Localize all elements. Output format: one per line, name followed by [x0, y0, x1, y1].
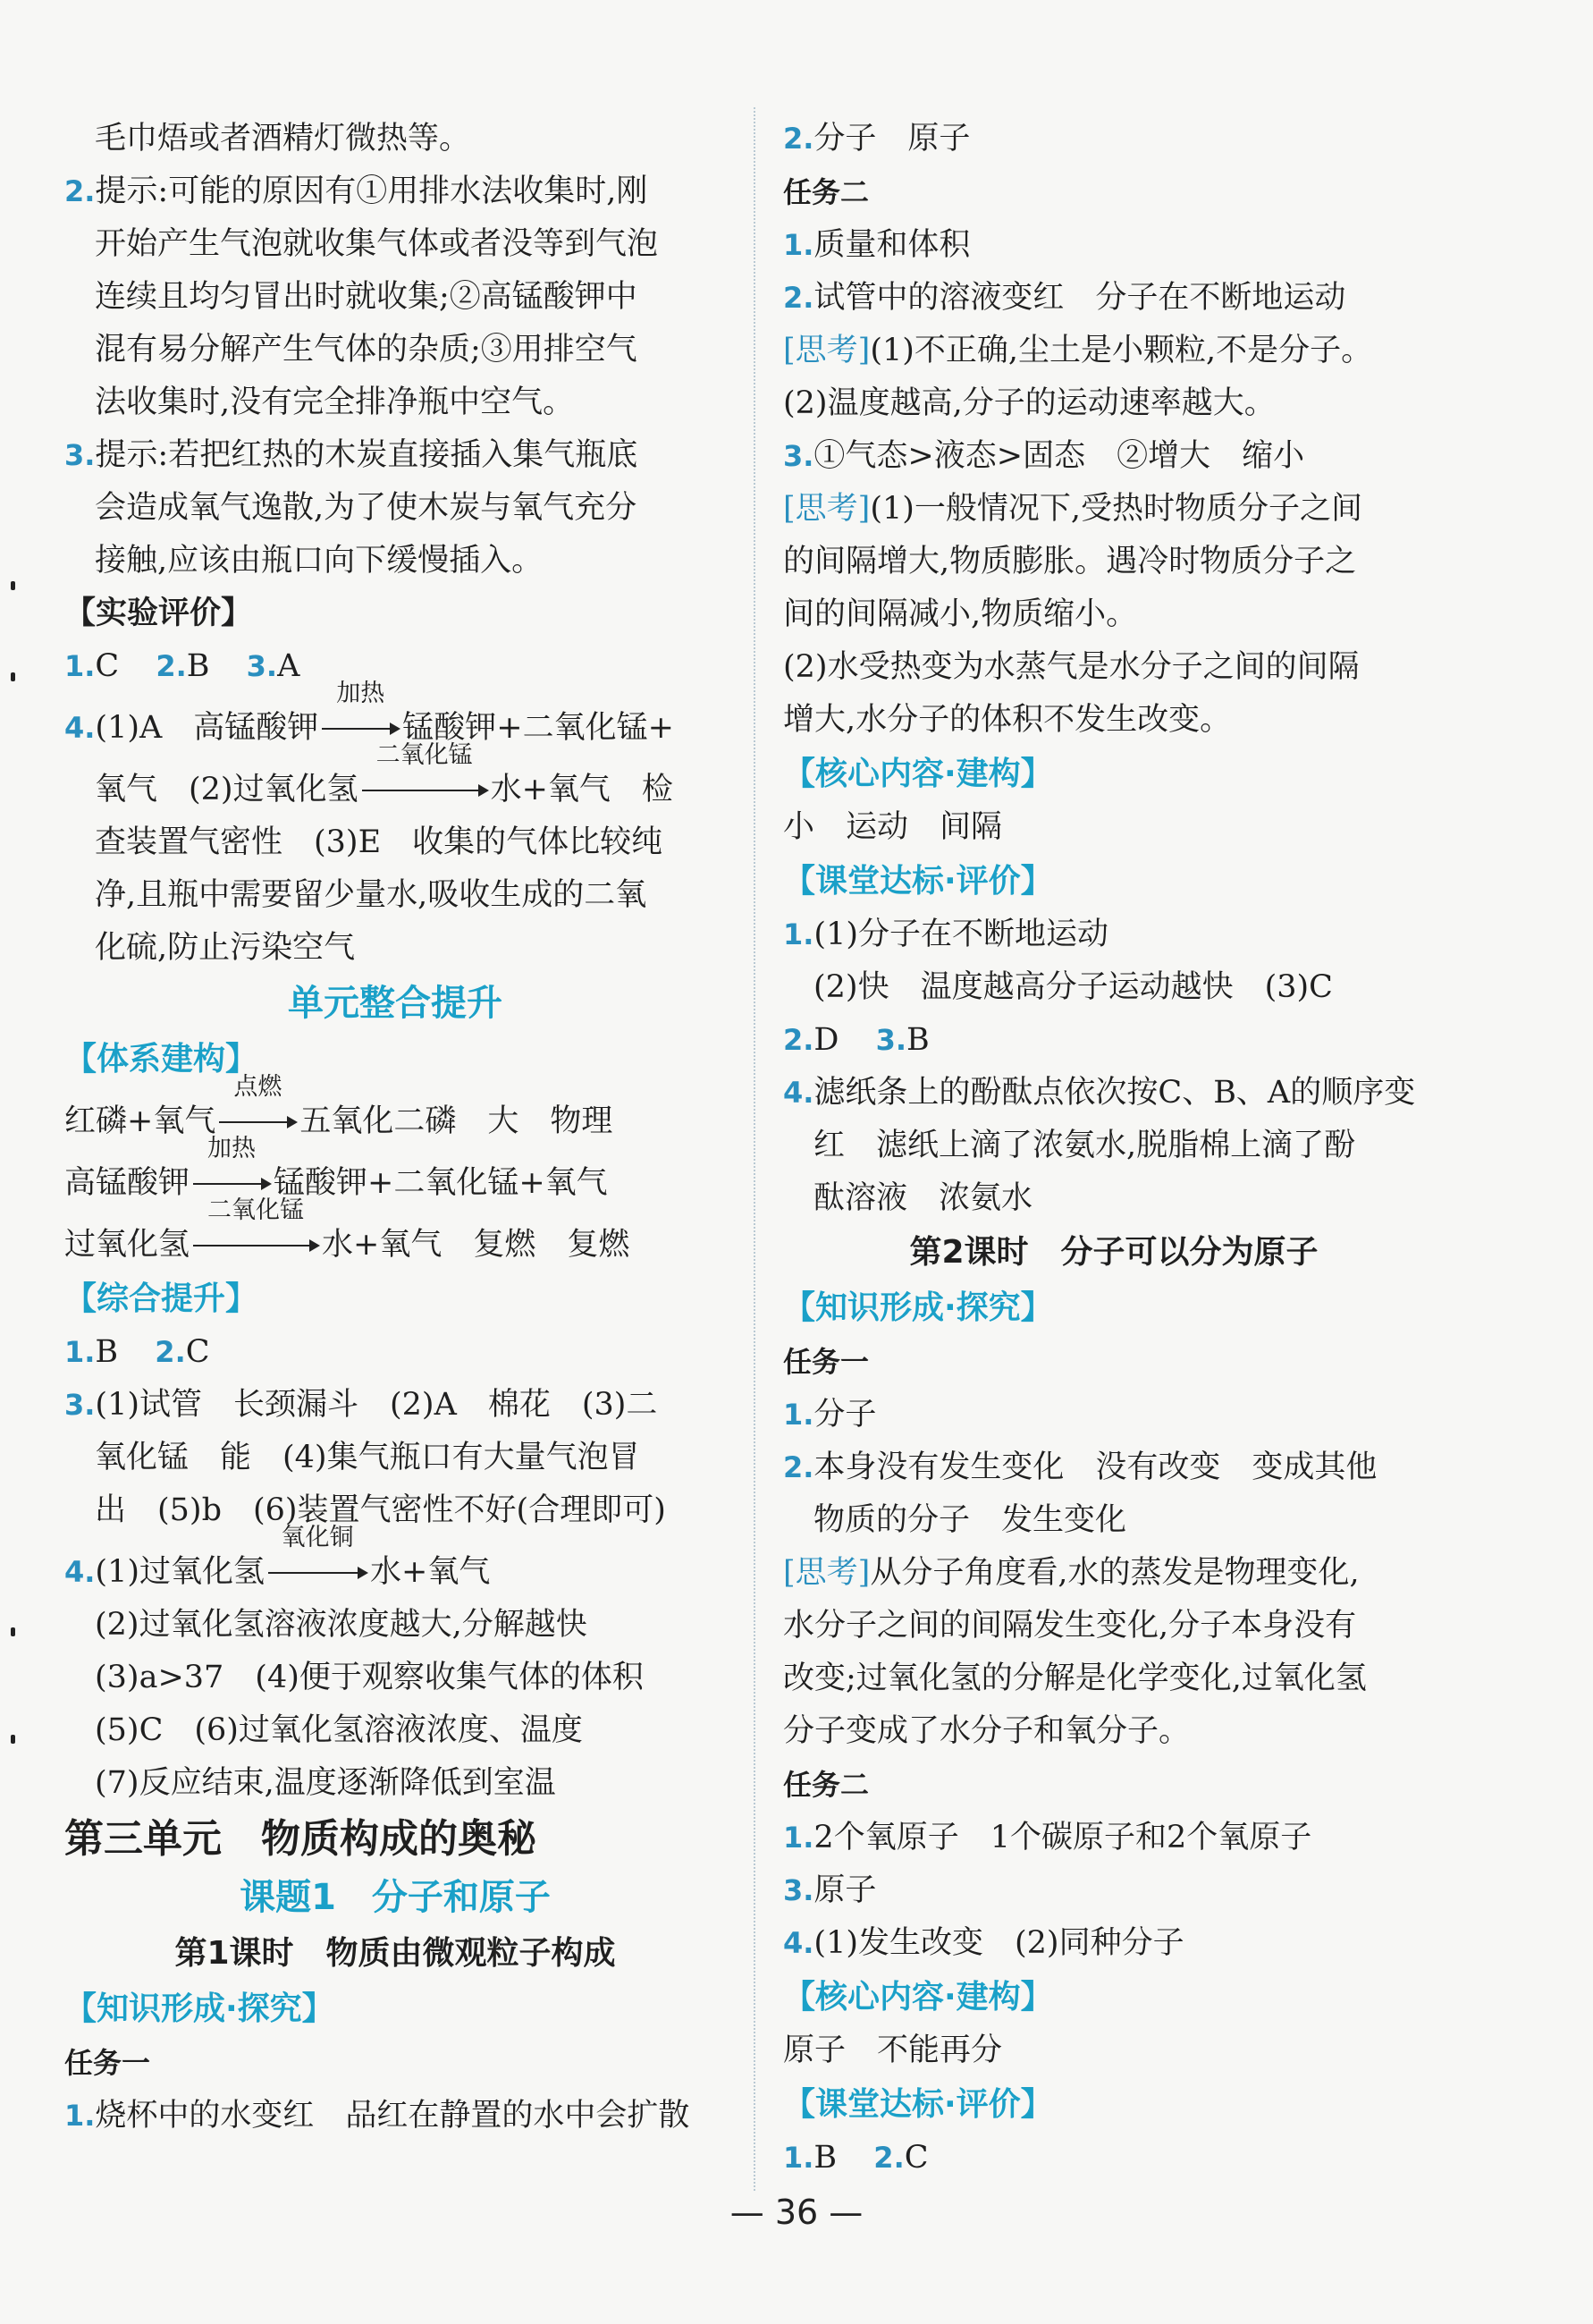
item-number: 3.: [64, 438, 96, 472]
text-line: 试管中的溶液变红 分子在不断地运动: [813, 280, 1346, 316]
item-number: 3.: [783, 439, 814, 473]
text-line: 接触,应该由瓶口向下缓慢插入。: [95, 543, 544, 579]
answer: C: [185, 1334, 210, 1370]
reactants: 红磷+氧气: [64, 1103, 216, 1139]
reaction-condition: 点燃: [233, 1073, 282, 1101]
item-number: 2.: [156, 649, 187, 683]
products: 锰酸钾+二氧化锰+氧气: [274, 1165, 608, 1201]
item-number: 3.: [64, 1388, 96, 1422]
text-line: 出 (5)b (6)装置气密性不好(合理即可): [95, 1492, 666, 1528]
item-number: 4.: [64, 1555, 96, 1589]
text-line: 水分子之间的间隔发生变化,分子本身没有: [783, 1608, 1357, 1644]
item-number: 3.: [875, 1023, 907, 1057]
text-line: ①气态>液态>固态 ②增大 缩小: [813, 438, 1305, 474]
reactants: (1)过氧化氢: [95, 1554, 265, 1590]
reaction-line: [64, 741, 726, 816]
item-number: 2.: [783, 1450, 814, 1484]
right-column: [783, 113, 1445, 2185]
text-line: 从分子角度看,水的蒸发是物理变化,: [870, 1555, 1360, 1591]
task-heading: 任务一: [64, 2046, 151, 2080]
task-heading: 任务一: [783, 1345, 870, 1379]
section-heading: 【知识形成·探究】: [783, 1289, 1053, 1326]
reaction-condition: 加热: [207, 1135, 257, 1162]
section-heading: 【知识形成·探究】: [64, 1990, 334, 2027]
task-heading: 任务二: [783, 175, 870, 209]
section-heading: 【课堂达标·评价】: [783, 863, 1053, 900]
text-line: 法收集时,没有完全排净瓶中空气。: [95, 385, 575, 420]
reaction-condition: 加热: [336, 680, 385, 707]
reaction-arrow: [362, 741, 487, 816]
text-line: 连续且均匀冒出时就收集;②高锰酸钾中: [95, 279, 637, 315]
section-heading: 【实验评价】: [64, 596, 253, 631]
text-line: 滤纸条上的酚酞点依次按C、B、A的顺序变: [813, 1075, 1416, 1111]
text-line: (1)分子在不断地运动: [813, 917, 1109, 952]
text-line: 间的间隔减小,物质缩小。: [783, 596, 1138, 632]
answer-line: 原子 不能再分: [783, 2032, 1003, 2068]
answer: B: [906, 1022, 930, 1058]
products: 五氧化二磷 大 物理: [299, 1103, 613, 1139]
answer: D: [813, 1022, 839, 1058]
item-number: 2.: [783, 1023, 814, 1057]
unit-title: 第三单元 物质构成的奥秘: [64, 1816, 536, 1862]
reaction-line: [64, 1135, 726, 1210]
item-number: 2.: [873, 2141, 905, 2175]
item-number: 2.: [783, 122, 814, 156]
think-tag: [思考]: [783, 491, 871, 527]
margin-mark: [11, 581, 15, 590]
text-line: 酞溶液 浓氨水: [813, 1180, 1033, 1216]
margin-mark: [11, 1735, 15, 1744]
text-line: 烧杯中的水变红 品红在静置的水中会扩散: [95, 2098, 690, 2134]
products: 锰酸钾+二氧化锰+: [402, 710, 674, 746]
reactants: (1)A 高锰酸钾: [95, 710, 319, 746]
text-line: 毛巾焐或者酒精灯微热等。: [95, 121, 471, 156]
item-number: 1.: [64, 2099, 96, 2133]
text-line: 本身没有发生变化 没有改变 变成其他: [813, 1449, 1378, 1485]
item-number: 3.: [246, 649, 278, 683]
reactants: 过氧化氢: [64, 1227, 190, 1263]
item-number: 1.: [783, 2141, 814, 2175]
margin-mark: [11, 1627, 15, 1636]
answer: C: [904, 2140, 929, 2176]
lesson-title: 第2课时 分子可以分为原子: [909, 1234, 1319, 1271]
text-line: 物质的分子 发生变化: [813, 1502, 1127, 1538]
text-line: 2个氧原子 1个碳原子和2个氧原子: [813, 1820, 1312, 1855]
answer: B: [95, 1334, 119, 1370]
text-line: 分子变成了水分子和氧分子。: [783, 1713, 1191, 1749]
answer-line: 小 运动 间隔: [783, 809, 1003, 845]
topic-title: 课题1 分子和原子: [240, 1877, 551, 1918]
answer: C: [95, 648, 120, 684]
text-line: (1)试管 长颈漏斗 (2)A 棉花 (3)二: [95, 1387, 658, 1423]
item-number: 1.: [64, 1335, 96, 1369]
reaction-condition: 二氧化锰: [375, 741, 473, 769]
text-line: (7)反应结束,温度逐渐降低到室温: [95, 1765, 556, 1801]
section-heading: 【课堂达标·评价】: [783, 2086, 1053, 2123]
section-heading: 【体系建构】: [64, 1041, 258, 1077]
text-line: 红 滤纸上滴了浓氨水,脱脂棉上滴了酚: [813, 1128, 1356, 1163]
products: 水+氧气 检: [490, 772, 673, 807]
section-heading: 【核心内容·建构】: [783, 1979, 1053, 2016]
task-heading: 任务二: [783, 1768, 870, 1802]
reaction-condition: 氧化铜: [281, 1524, 354, 1551]
reactants: 高锰酸钾: [64, 1165, 190, 1201]
text-line: 质量和体积: [813, 227, 971, 263]
text-line: 分子: [813, 1397, 877, 1432]
item-number: 2.: [64, 174, 96, 208]
item-number: 1.: [64, 649, 96, 683]
section-heading: 【核心内容·建构】: [783, 756, 1053, 792]
products: 水+氧气 复燃 复燃: [322, 1227, 630, 1263]
text-line: (2)过氧化氢溶液浓度越大,分解越快: [95, 1607, 587, 1643]
item-number: 1.: [783, 1821, 814, 1855]
left-column: [64, 113, 726, 2142]
text-line: (5)C (6)过氧化氢溶液浓度、温度: [95, 1712, 583, 1748]
text-line: (2)水受热变为水蒸气是水分子之间的间隔: [783, 649, 1360, 685]
text-line: (3)a>37 (4)便于观察收集气体的体积: [95, 1660, 644, 1695]
item-number: 4.: [783, 1076, 814, 1110]
item-number: 2.: [155, 1335, 186, 1369]
answer: B: [186, 648, 210, 684]
products: 水+氧气: [370, 1554, 491, 1590]
item-number: 4.: [64, 711, 96, 745]
think-tag: [思考]: [783, 333, 871, 368]
item-number: 2.: [783, 281, 814, 315]
text-line: 混有易分解产生气体的杂质;③用排空气: [95, 332, 637, 368]
column-divider: [754, 107, 755, 2191]
text-line: (1)不正确,尘土是小颗粒,不是分子。: [870, 333, 1373, 368]
answer: B: [813, 2140, 838, 2176]
reaction-line: [64, 1196, 726, 1272]
reaction-line: [64, 1073, 726, 1148]
text-line: 化硫,防止污染空气: [95, 930, 356, 966]
text-line: 的间隔增大,物质膨胀。遇冷时物质分子之: [783, 544, 1357, 579]
text-line: (2)快 温度越高分子运动越快 (3)C: [813, 969, 1333, 1005]
reaction-arrow: [193, 1196, 318, 1272]
text-line: 改变;过氧化氢的分解是化学变化,过氧化氢: [783, 1661, 1367, 1696]
section-heading: 【综合提升】: [64, 1280, 258, 1317]
margin-mark: [11, 672, 15, 681]
text-line: 分子 原子: [813, 121, 971, 156]
text-line: (1)一般情况下,受热时物质分子之间: [870, 491, 1363, 527]
reaction-line: [64, 1524, 726, 1599]
text-line: (2)温度越高,分子的运动速率越大。: [783, 385, 1276, 421]
item-number: 1.: [783, 917, 814, 951]
item-number: 4.: [783, 1926, 814, 1960]
answer: A: [277, 648, 300, 684]
text-line: 会造成氧气逸散,为了使木炭与氧气充分: [95, 490, 637, 526]
text-line: 增大,水分子的体积不发生改变。: [783, 702, 1232, 738]
reaction-arrow: [268, 1524, 367, 1599]
reactants: 氧气 (2)过氧化氢: [95, 772, 358, 807]
item-number: 1.: [783, 1398, 814, 1432]
text-line: 净,且瓶中需要留少量水,吸收生成的二氧: [95, 877, 647, 913]
text-line: (1)发生改变 (2)同种分子: [813, 1925, 1184, 1961]
text-line: 原子: [813, 1872, 877, 1908]
item-number: 3.: [783, 1873, 814, 1907]
item-number: 1.: [783, 228, 814, 262]
unit-review-title: 单元整合提升: [288, 983, 502, 1024]
text-line: 氧化锰 能 (4)集气瓶口有大量气泡冒: [95, 1440, 640, 1475]
text-line: 提示:可能的原因有①用排水法收集时,刚: [95, 173, 648, 209]
page-number: — 36 —: [729, 2193, 864, 2232]
reaction-condition: 二氧化锰: [207, 1196, 305, 1224]
text-line: 查装置气密性 (3)E 收集的气体比较纯: [95, 824, 663, 860]
lesson-title: 第1课时 物质由微观粒子构成: [174, 1935, 616, 1972]
text-line: 提示:若把红热的木炭直接插入集气瓶底: [95, 437, 638, 473]
think-tag: [思考]: [783, 1555, 871, 1591]
text-line: 开始产生气泡就收集气体或者没等到气泡: [95, 226, 659, 262]
